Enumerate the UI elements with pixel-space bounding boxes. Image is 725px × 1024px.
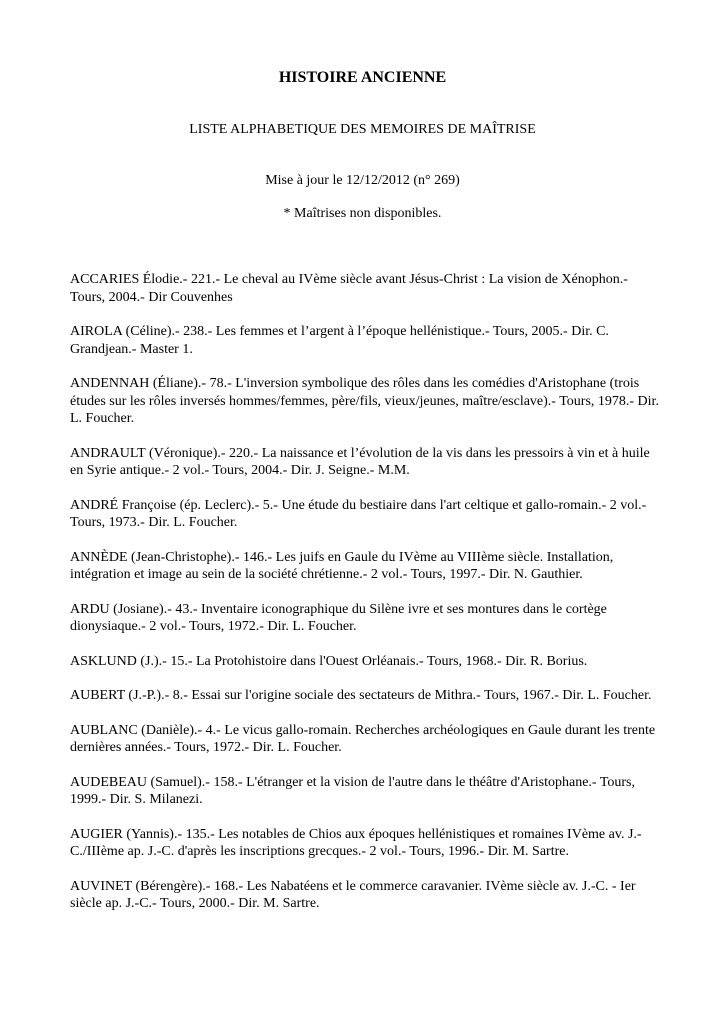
list-item: ANDENNAH (Éliane).- 78.- L'inversion symbolique des rôles dans les comédies d'Aristophane (trois études sur les rôles inversés hommes/femmes, père/fils, vieux/jeunes, maître/esclave).- Tours, 1978.- Dir. L. Foucher.: [70, 376, 659, 426]
page-subtitle: LISTE ALPHABETIQUE DES MEMOIRES DE MAÎTRISE: [189, 122, 536, 137]
page-title: HISTOIRE ANCIENNE: [278, 69, 447, 86]
list-item: AUBERT (J.-P.).- 8.- Essai sur l'origine sociale des sectateurs de Mithra.- Tours, 1967.- Dir. L. Foucher.: [70, 688, 652, 703]
list-item: AUBLANC (Danièle).- 4.- Le vicus gallo-romain. Recherches archéologiques en Gaule durant les trente dernières années.- Tours, 1972.- Dir. L. Foucher.: [70, 722, 656, 755]
list-item: AUGIER (Yannis).- 135.- Les notables de Chios aux époques hellénistiques et romaines IVème av. J.-C./IIIème ap. J.-C. d'après les inscriptions grecques.- 2 vol.- Tours, 1996.- Dir. M. Sartre.: [70, 826, 642, 859]
update-date: Mise à jour le 12/12/2012 (n° 269): [265, 173, 460, 188]
list-item: ARDU (Josiane).- 43.- Inventaire iconographique du Silène ivre et ses montures dans le cortège dionysiaque.- 2 vol.- Tours, 1972.- Dir. L. Foucher.: [70, 601, 607, 634]
list-item: AUVINET (Bérengère).- 168.- Les Nabatéens et le commerce caravanier. IVème siècle av. J.-C. - Ier siècle ap. J.-C.- Tours, 2000.- Dir. M. Sartre.: [70, 878, 636, 911]
list-item: ACCARIES Élodie.- 221.- Le cheval au IVème siècle avant Jésus-Christ : La vision de Xénophon.- Tours, 2004.- Dir Couvenhes: [70, 272, 628, 305]
list-item: AUDEBEAU (Samuel).- 158.- L'étranger et la vision de l'autre dans le théâtre d'Aristophane.- Tours, 1999.- Dir. S. Milanezi.: [70, 774, 635, 807]
list-item: ANNÈDE (Jean-Christophe).- 146.- Les juifs en Gaule du IVème au VIIIème siècle. Installation, intégration et image au sein de la société chrétienne.- 2 vol.- Tours, 1997.- Dir. N. Gauthier.: [70, 549, 614, 582]
entry-list: [70, 271, 660, 930]
list-item: ANDRAULT (Véronique).- 220.- La naissance et l’évolution de la vis dans les pressoirs à vin et à huile en Syrie antique.- 2 vol.- Tours, 2004.- Dir. J. Seigne.- M.M.: [70, 445, 650, 478]
availability-note: * Maîtrises non disponibles.: [283, 206, 442, 221]
list-item: ANDRÉ Françoise (ép. Leclerc).- 5.- Une étude du bestiaire dans l'art celtique et gallo-romain.- 2 vol.- Tours, 1973.- Dir. L. Foucher.: [70, 497, 647, 530]
list-item: ASKLUND (J.).- 15.- La Protohistoire dans l'Ouest Orléanais.- Tours, 1968.- Dir. R. Borius.: [70, 653, 588, 669]
list-item: AIROLA (Céline).- 238.- Les femmes et l’argent à l’époque hellénistique.- Tours, 2005.- Dir. C. Grandjean.- Master 1.: [70, 324, 609, 357]
